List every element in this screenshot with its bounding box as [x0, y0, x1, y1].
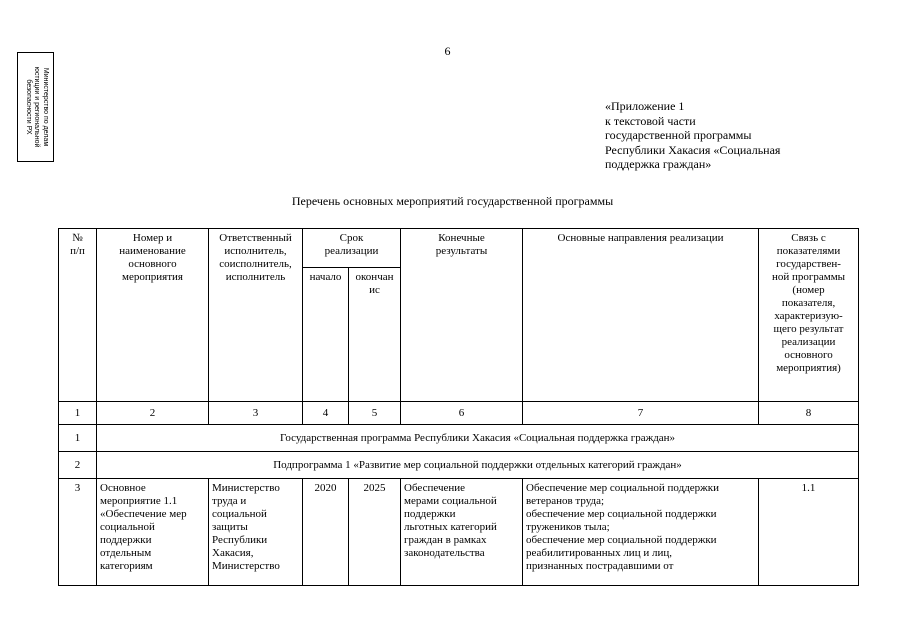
start-year: 2020: [303, 479, 349, 586]
header-row: [59, 229, 859, 268]
registration-stamp: [17, 52, 54, 162]
table-row: [59, 452, 859, 479]
column-numbers-row: [59, 402, 859, 425]
header-num: № п/п: [59, 229, 97, 402]
col-number: 8: [759, 402, 859, 425]
col-number: 5: [349, 402, 401, 425]
col-number: 6: [401, 402, 523, 425]
end-year: 2025: [349, 479, 401, 586]
appendix-note: «Приложение 1 к текстовой части государственной программы Республики Хакасия «Социальная поддержка граждан»: [605, 99, 781, 171]
responsible-executor: Министерство труда и социальной защиты Республики Хакасия, Министерство: [209, 479, 303, 586]
row-num: 1: [59, 425, 97, 452]
document-title: Перечень основных мероприятий государственной программы: [291, 194, 614, 208]
events-table: [58, 228, 859, 586]
table-row: [59, 425, 859, 452]
directions: Обеспечение мер социальной поддержки ветеранов труда; обеспечение мер социальной поддержки тружеников тыла; обеспечение мер социальной поддержки реабилитированных лиц и лиц, признанных пострадавшими от: [523, 479, 759, 586]
header-responsible: Ответственный исполнитель, соисполнитель, исполнитель: [209, 229, 303, 402]
program-title: Государственная программа Республики Хакасия «Социальная поддержка граждан»: [97, 425, 859, 452]
header-link: Связь с показателями государствен- ной программы (номер показателя, характеризую- щего результат реализации основного мероприятия): [759, 229, 859, 402]
stamp-text: Министерство по делам юстиции и региональной безопасности РХ: [24, 66, 49, 148]
header-start: начало: [303, 268, 349, 402]
subprogram-title: Подпрограмма 1 «Развитие мер социальной поддержки отдельных категорий граждан»: [97, 452, 859, 479]
col-number: 2: [97, 402, 209, 425]
header-term: Срок реализации: [303, 229, 401, 268]
col-number: 1: [59, 402, 97, 425]
header-directions: Основные направления реализации: [523, 229, 759, 402]
row-num: 2: [59, 452, 97, 479]
final-results: Обеспечение мерами социальной поддержки льготных категорий граждан в рамках законодательства: [401, 479, 523, 586]
col-number: 4: [303, 402, 349, 425]
event-name: Основное мероприятие 1.1 «Обеспечение мер социальной поддержки отдельным категориям: [97, 479, 209, 586]
header-end: окончан ис: [349, 268, 401, 402]
header-results: Конечные результаты: [401, 229, 523, 402]
page-number: 6: [444, 44, 451, 58]
indicator-link: 1.1: [759, 479, 859, 586]
col-number: 7: [523, 402, 759, 425]
header-event: Номер и наименование основного мероприятия: [97, 229, 209, 402]
table-row: [59, 479, 859, 586]
row-num: 3: [59, 479, 97, 586]
col-number: 3: [209, 402, 303, 425]
